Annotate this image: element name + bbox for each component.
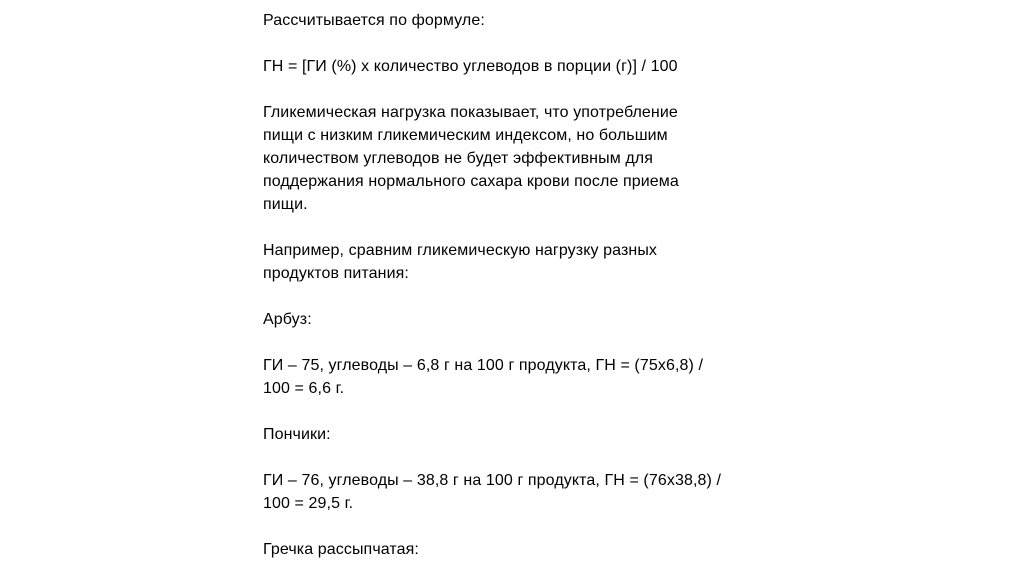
donuts-calc: ГИ – 76, углеводы – 38,8 г на 100 г продукта, ГН = (76х38,8) / 100 = 29,5 г. [263, 472, 722, 512]
document-text [263, 9, 763, 576]
buckwheat-heading: Гречка рассыпчатая: [263, 541, 419, 558]
donuts-heading: Пончики: [263, 426, 331, 443]
formula: ГН = [ГИ (%) х количество углеводов в порции (г)] / 100 [263, 58, 678, 75]
example-intro: Например, сравним гликемическую нагрузку разных продуктов питания: [263, 242, 658, 282]
watermelon-calc: ГИ – 75, углеводы – 6,8 г на 100 г продукта, ГН = (75х6,8) / 100 = 6,6 г. [263, 357, 704, 397]
explanation-paragraph: Гликемическая нагрузка показывает, что употребление пищи с низким гликемическим индексом, но большим количеством углеводов не будет эффективным для поддержания нормального сахара крови после приема пищи. [263, 104, 679, 213]
watermelon-heading: Арбуз: [263, 311, 312, 328]
formula-intro: Рассчитывается по формуле: [263, 12, 485, 29]
